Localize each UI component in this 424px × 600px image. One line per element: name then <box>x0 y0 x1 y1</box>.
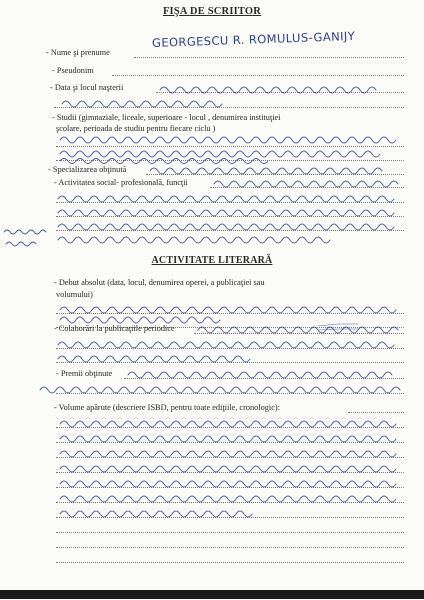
volumes-line-4 <box>56 457 404 458</box>
volumes-line-10 <box>56 547 404 548</box>
field-birth-line <box>156 92 404 93</box>
collaborations-label: - Colaborări la publicaţiile periodice <box>54 324 175 333</box>
field-pseudonym-label: - Pseudonim <box>52 66 94 75</box>
handwriting-studies-2 <box>60 151 380 157</box>
awards-line-2 <box>56 393 404 394</box>
field-birth-line-2 <box>54 107 404 108</box>
field-studies-line-2 <box>56 160 404 161</box>
volumes-line-11 <box>56 562 404 563</box>
volumes-line-3 <box>56 442 404 443</box>
debut-line-1 <box>56 313 404 314</box>
volumes-line-9 <box>56 532 404 533</box>
handwritten-name: GEORGESCU R. ROMULUS-GANIJY <box>151 28 356 50</box>
field-name-line <box>134 57 404 58</box>
field-studies-line-1 <box>56 146 404 147</box>
volumes-line-2 <box>56 427 404 428</box>
field-activity-line <box>210 187 404 188</box>
field-pseudonym-line <box>112 75 404 76</box>
volumes-line-6 <box>56 487 404 488</box>
collaborations-line-2 <box>56 348 404 349</box>
handwriting-debut-2 <box>60 317 220 323</box>
collaborations-line-3 <box>56 362 404 363</box>
handwriting-activity-5 <box>58 237 330 243</box>
field-studies-label-2: şcolare, perioada de studiu pentru fiecare ciclu ) <box>56 124 216 133</box>
debut-label: - Debut absolut (data, locul, denumirea operei, a publicaţiei sau <box>54 278 265 287</box>
field-activity-label: - Activitatea social- profesională, funcţii <box>54 178 188 187</box>
field-specialization-label: - Specializarea obţinută <box>48 165 127 174</box>
volumes-line-5 <box>56 472 404 473</box>
field-name-label: - Nume şi prenume <box>46 48 110 57</box>
volumes-line <box>348 412 404 413</box>
field-activity-line-3 <box>56 216 404 217</box>
awards-line <box>124 378 404 379</box>
form-title: FIŞA DE SCRIITOR <box>162 6 262 17</box>
handwriting-margin-note <box>4 230 46 246</box>
volumes-label: - Volume apărute (descriere ISBD, pentru toate ediţiile, cronologic): <box>54 403 280 412</box>
field-specialization-line <box>146 174 404 175</box>
scan-footer-strip <box>0 590 424 599</box>
volumes-line-7 <box>56 502 404 503</box>
field-birth-label: - Data şi locul naşterii <box>50 83 124 92</box>
awards-label: - Premii obţinute <box>56 369 113 378</box>
literary-title: ACTIVITATE LITERARĂ <box>151 255 273 266</box>
volumes-line-8 <box>56 517 404 518</box>
field-studies-label: - Studii (gimnaziale, liceale, superioare - locul , denumirea instituţiei <box>52 113 281 122</box>
collaborations-line <box>194 333 404 334</box>
field-activity-line-2 <box>56 202 404 203</box>
handwriting-studies-1 <box>60 137 396 143</box>
field-activity-line-4 <box>56 230 404 231</box>
debut-label-2: volumului) <box>56 290 93 299</box>
